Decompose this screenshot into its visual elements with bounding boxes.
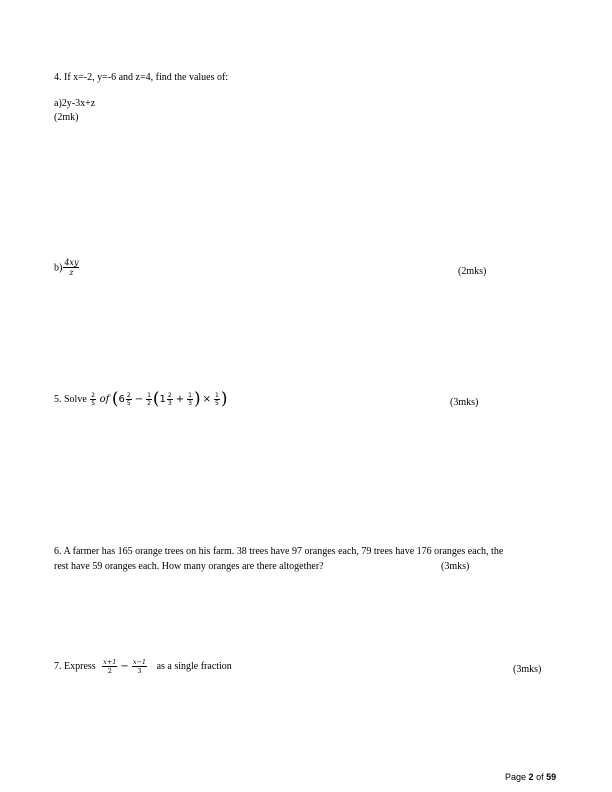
fraction-2-5 [90,393,96,407]
numerator: 1 [188,391,192,399]
question-6-marks: (3mks) [441,561,470,572]
question-5 [54,391,227,408]
fraction-x-minus-1-over-3 [132,659,147,674]
question-7-suffix: as a single fraction [156,661,232,672]
fraction-1-5 [214,393,220,407]
denominator: 5 [91,399,96,407]
denominator: 2 [107,666,112,675]
of-word: of [536,772,544,782]
question-5-marks: (3mks) [450,397,479,408]
denominator: 5 [126,399,131,407]
current-page: 2 [528,772,534,782]
question-4b [54,259,80,277]
whole-6: 6 [118,394,125,405]
denominator: 3 [137,666,142,675]
question-4b-fraction [63,259,79,277]
fraction-1-3 [187,393,193,407]
question-4b-marks: (2mks) [458,266,487,277]
question-4b-numerator: 4xy [64,258,79,267]
question-7-marks: (3mks) [513,664,542,675]
denominator: 3 [167,399,172,407]
question-4b-denominator: z [69,268,74,277]
page-number [505,772,556,782]
question-6-line-1: 6. A farmer has 165 orange trees on his farm. 38 trees have 97 oranges each, 79 trees have 176 oranges each, the [54,546,504,557]
fraction-2-3 [167,393,173,407]
numerator: x−1 [132,658,147,666]
fraction-x-plus-1-over-2 [102,659,117,674]
question-6-line-2: rest have 59 oranges each. How many oranges are there altogether? [54,561,324,572]
question-4b-prefix: b) [54,262,63,274]
numerator: 2 [91,391,96,399]
numerator: x+1 [103,658,117,666]
question-4a-expression: a)2y-3x+z [54,98,96,109]
denominator: 2 [147,399,151,407]
fraction-1-2 [146,393,152,407]
question-4a-marks: (2mk) [54,112,79,123]
times-sign: × [202,394,211,405]
minus-sign: − [134,394,144,405]
fraction-2-5-b [126,393,132,407]
total-pages: 59 [546,772,557,782]
page-word: Page [505,772,527,782]
of-word: of [99,394,110,405]
denominator: 5 [215,399,219,407]
open-paren-inner: ( [152,389,160,409]
plus-sign: + [175,394,185,405]
question-4-stem: 4. If x=-2, y=-6 and z=4, find the values of: [54,72,229,83]
numerator: 2 [126,391,131,399]
question-5-prefix: 5. Solve [54,394,87,405]
open-paren: ( [111,389,119,409]
question-7 [54,659,232,674]
denominator: 3 [188,399,192,407]
close-paren-inner: ) [193,389,201,409]
question-7-prefix: 7. Express [54,661,96,672]
close-paren: ) [220,389,228,409]
minus-sign: − [120,661,129,672]
numerator: 1 [147,391,151,399]
numerator: 1 [215,391,219,399]
whole-1: 1 [159,394,166,405]
numerator: 2 [167,391,172,399]
